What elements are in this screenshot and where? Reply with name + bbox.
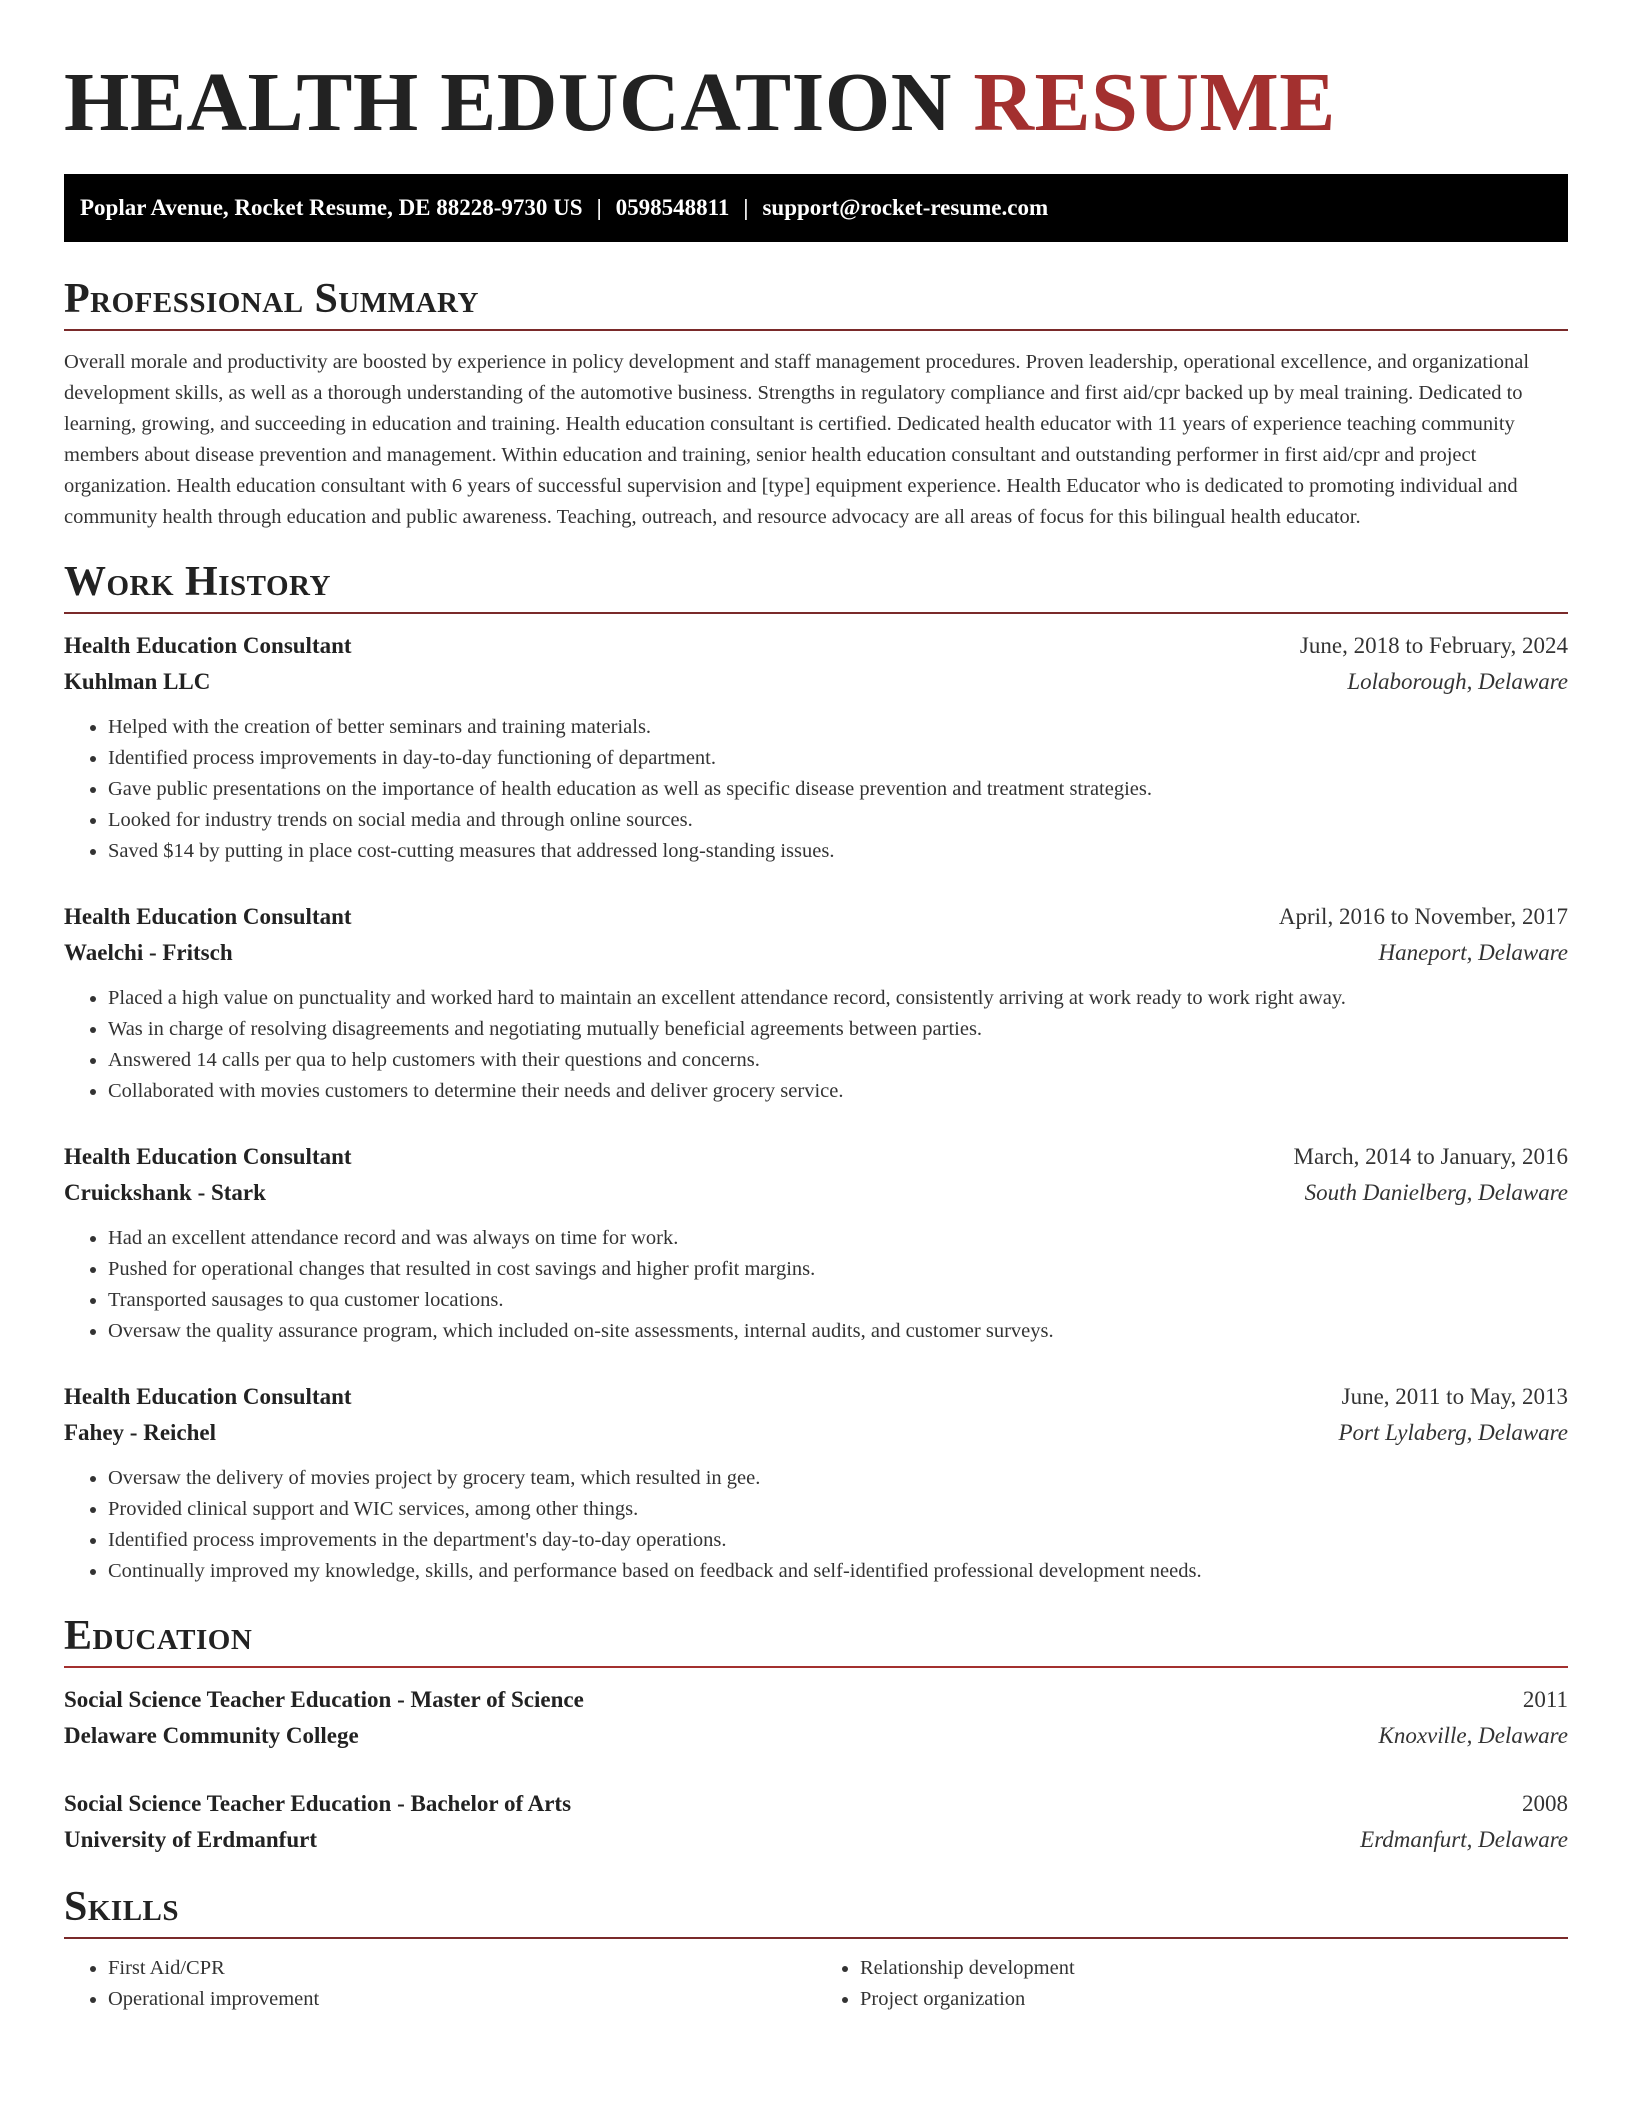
title-main: HEALTH EDUCATION bbox=[64, 56, 952, 149]
education-degree: Social Science Teacher Education - Master of Science bbox=[64, 1687, 584, 1712]
job-bullets bbox=[64, 983, 1568, 1107]
job-title: Health Education Consultant bbox=[64, 633, 352, 658]
job-entry bbox=[64, 628, 1568, 867]
job-bullets bbox=[64, 1223, 1568, 1347]
list-item: • Provided clinical support and WIC services, among other things. bbox=[108, 1494, 1568, 1525]
education-location: Erdmanfurt, Delaware bbox=[1360, 1827, 1568, 1852]
summary-text: Overall morale and productivity are boosted by experience in policy development and staff management procedures. Proven leadership, operational excellence, and organizational development skills, as well as a thorough understanding of the automotive business. Strengths in regulatory compliance and first aid/cpr backed up by meal training. Dedicated to learning, growing, and succeeding in education and training. Health education consultant is certified. Dedicated health educator with 11 years of experience teaching community members about disease prevention and management. Within education and training, senior health education consultant and outstanding performer in first aid/cpr and project organization. Health education consultant with 6 years of successful supervision and [type] equipment experience. Health Educator who is dedicated to promoting individual and community health through education and public awareness. Teaching, outreach, and resource advocacy are all areas of focus for this bilingual health educator. bbox=[64, 351, 1530, 528]
skill-item: • Project organization bbox=[860, 1984, 1568, 2015]
skill-item: • Relationship development bbox=[860, 1953, 1568, 1984]
job-company: Fahey - Reichel bbox=[64, 1420, 217, 1445]
education-school: University of Erdmanfurt bbox=[64, 1827, 317, 1852]
job-header-row bbox=[64, 628, 1568, 664]
education-school-row bbox=[64, 1822, 1568, 1858]
list-item: • Identified process improvements in day-to-day functioning of department. bbox=[108, 743, 1568, 774]
list-item: • Had an excellent attendance record and was always on time for work. bbox=[108, 1223, 1568, 1254]
job-title: Health Education Consultant bbox=[64, 1144, 352, 1169]
job-company-row bbox=[64, 935, 1568, 971]
job-bullets bbox=[64, 1463, 1568, 1587]
job-bullets bbox=[64, 712, 1568, 867]
list-item: • Identified process improvements in the department's day-to-day operations. bbox=[108, 1525, 1568, 1556]
education-rule bbox=[64, 1666, 1568, 1668]
list-item: • Gave public presentations on the importance of health education as well as specific disease prevention and treatment strategies. bbox=[108, 774, 1568, 805]
summary-rule bbox=[64, 329, 1568, 331]
contact-separator: | bbox=[596, 195, 602, 220]
education-entry bbox=[64, 1786, 1568, 1858]
job-entry bbox=[64, 1139, 1568, 1347]
skill-item: • First Aid/CPR bbox=[108, 1953, 816, 1984]
list-item: • Saved $14 by putting in place cost-cutting measures that addressed long-standing issues. bbox=[108, 836, 1568, 867]
job-dates: April, 2016 to November, 2017 bbox=[1278, 904, 1568, 929]
title-accent: RESUME bbox=[973, 56, 1336, 149]
job-location: South Danielberg, Delaware bbox=[1304, 1180, 1568, 1205]
list-item: • Helped with the creation of better seminars and training materials. bbox=[108, 712, 1568, 743]
job-company-row bbox=[64, 1175, 1568, 1211]
job-header-row bbox=[64, 1379, 1568, 1415]
contact-address: Poplar Avenue, Rocket Resume, DE 88228-9730 US bbox=[80, 195, 583, 220]
list-item: • Collaborated with movies customers to determine their needs and deliver grocery service. bbox=[108, 1076, 1568, 1107]
job-company: Waelchi - Fritsch bbox=[64, 940, 233, 965]
work-history-rule bbox=[64, 612, 1568, 614]
job-title: Health Education Consultant bbox=[64, 904, 352, 929]
education-degree: Social Science Teacher Education - Bachelor of Arts bbox=[64, 1791, 572, 1816]
job-entry bbox=[64, 899, 1568, 1107]
list-item: • Looked for industry trends on social media and through online sources. bbox=[108, 805, 1568, 836]
skills-list-right bbox=[816, 1953, 1568, 2015]
list-item: • Placed a high value on punctuality and worked hard to maintain an excellent attendance record, consistently arriving at work ready to work right away. bbox=[108, 983, 1568, 1014]
skill-item: • Operational improvement bbox=[108, 1984, 816, 2015]
job-company-row bbox=[64, 664, 1568, 700]
job-title: Health Education Consultant bbox=[64, 1384, 352, 1409]
job-header-row bbox=[64, 1139, 1568, 1175]
resume-title bbox=[64, 0, 1568, 151]
education-year: 2008 bbox=[1522, 1791, 1568, 1816]
skills-rule bbox=[64, 1937, 1568, 1939]
resume-page bbox=[64, 0, 1568, 2015]
education-entry bbox=[64, 1682, 1568, 1754]
job-location: Lolaborough, Delaware bbox=[1347, 669, 1568, 694]
job-location: Port Lylaberg, Delaware bbox=[1338, 1420, 1568, 1445]
education-school: Delaware Community College bbox=[64, 1723, 359, 1748]
work-history-heading: Work History bbox=[64, 559, 331, 605]
education-school-row bbox=[64, 1718, 1568, 1754]
contact-email: support@rocket-resume.com bbox=[762, 195, 1049, 220]
education-location: Knoxville, Delaware bbox=[1378, 1723, 1568, 1748]
job-company-row bbox=[64, 1415, 1568, 1451]
job-company: Kuhlman LLC bbox=[64, 669, 211, 694]
summary-heading: Professional Summary bbox=[64, 276, 479, 322]
education-degree-row bbox=[64, 1786, 1568, 1822]
job-dates: June, 2011 to May, 2013 bbox=[1341, 1384, 1568, 1409]
list-item: • Oversaw the quality assurance program, which included on-site assessments, internal audits, and customer surveys. bbox=[108, 1316, 1568, 1347]
job-dates: March, 2014 to January, 2016 bbox=[1293, 1144, 1568, 1169]
list-item: • Transported sausages to qua customer locations. bbox=[108, 1285, 1568, 1316]
education-year: 2011 bbox=[1522, 1687, 1568, 1712]
list-item: • Continually improved my knowledge, skills, and performance based on feedback and self-identified professional development needs. bbox=[108, 1556, 1568, 1587]
contact-bar bbox=[64, 174, 1568, 242]
list-item: • Was in charge of resolving disagreements and negotiating mutually beneficial agreements between parties. bbox=[108, 1014, 1568, 1045]
job-location: Haneport, Delaware bbox=[1378, 940, 1568, 965]
job-company: Cruickshank - Stark bbox=[64, 1180, 266, 1205]
list-item: • Pushed for operational changes that resulted in cost savings and higher profit margins. bbox=[108, 1254, 1568, 1285]
job-entry bbox=[64, 1379, 1568, 1587]
list-item: • Answered 14 calls per qua to help customers with their questions and concerns. bbox=[108, 1045, 1568, 1076]
skills-list-left bbox=[64, 1953, 816, 2015]
list-item: • Oversaw the delivery of movies project by grocery team, which resulted in gee. bbox=[108, 1463, 1568, 1494]
job-header-row bbox=[64, 899, 1568, 935]
skills-grid bbox=[64, 1953, 1568, 2015]
job-dates: June, 2018 to February, 2024 bbox=[1299, 633, 1568, 658]
education-heading: Education bbox=[64, 1613, 253, 1659]
education-degree-row bbox=[64, 1682, 1568, 1718]
skills-heading: Skills bbox=[64, 1884, 180, 1930]
contact-separator: | bbox=[743, 195, 749, 220]
contact-phone: 0598548811 bbox=[615, 195, 730, 220]
